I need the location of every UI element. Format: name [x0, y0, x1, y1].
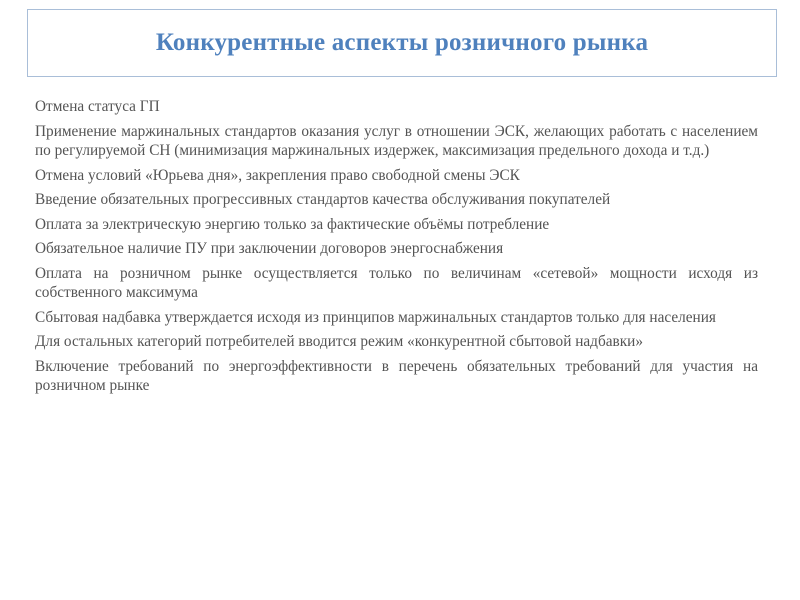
list-item: Отмена статуса ГП	[35, 98, 160, 115]
list-item: Для остальных категорий потребителей вводится режим «конкурентной сбытовой надбавки»	[35, 333, 644, 350]
list-item: Обязательное наличие ПУ при заключении договоров энергоснабжения	[35, 240, 504, 257]
list-item: Применение маржинальных стандартов оказания услуг в отношении ЭСК, желающих работать с населением по регулируемой СН (минимизация маржинальных издержек, максимизация предельного дохода и т.д.)	[35, 122, 758, 159]
list-item: Отмена условий «Юрьева дня», закрепления право свободной смены ЭСК	[35, 166, 520, 184]
list-item: Оплата на розничном рынке осуществляется только по величинам «сетевой» мощности исходя из собственного максимума	[35, 264, 758, 301]
list-item: Сбытовая надбавка утверждается исходя из принципов маржинальных стандартов только для населения	[35, 308, 716, 326]
list-item: Оплата за электрическую энергию только за фактические объёмы потребление	[35, 215, 550, 233]
slide-title: Конкурентные аспекты розничного рынка	[155, 29, 649, 56]
title-box	[27, 9, 777, 77]
list-item: Введение обязательных прогрессивных стандартов качества обслуживания покупателей	[35, 191, 611, 208]
list-item: Включение требований по энергоэффективности в перечень обязательных требований для участия на розничном рынке	[35, 357, 758, 394]
slide-content	[35, 97, 758, 401]
